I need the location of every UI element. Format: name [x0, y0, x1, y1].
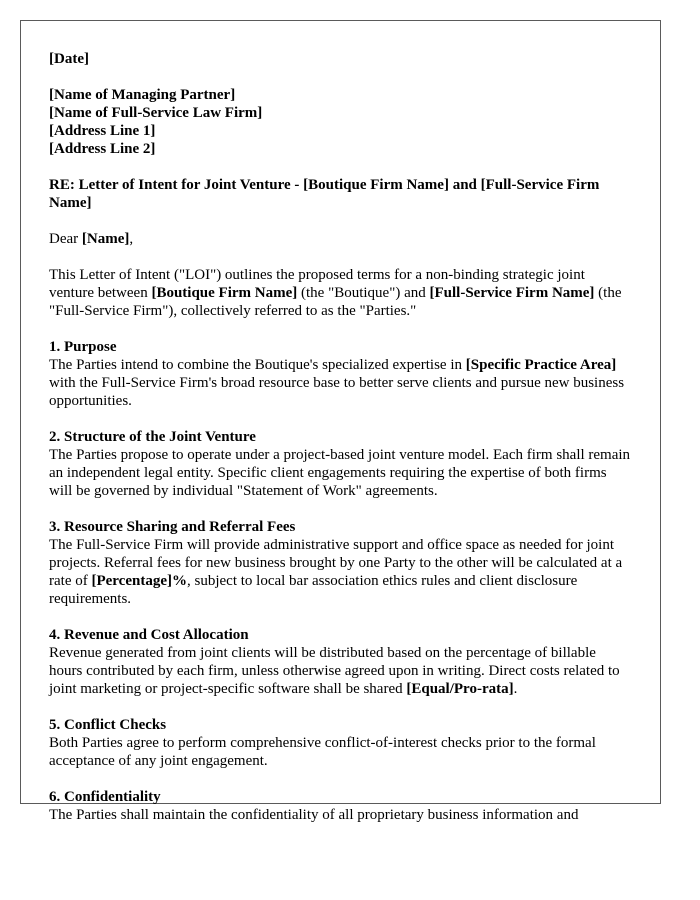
section-title: 6. Confidentiality [49, 789, 161, 805]
section-title: 3. Resource Sharing and Referral Fees [49, 519, 296, 535]
subject-line: RE: Letter of Intent for Joint Venture - [Boutique Firm Name] and [Full-Service Firm Name] [49, 177, 600, 211]
letter-date: [Date] [49, 51, 89, 67]
section-text: The Parties intend to combine the Boutique's specialized expertise in [49, 357, 466, 373]
intro-text-1: This Letter of Intent ("LOI") outlines the proposed terms for a non-binding strategic joint venture between [49, 267, 585, 301]
section-title: 2. Structure of the Joint Venture [49, 429, 256, 445]
recipient-address-line-1: [Address Line 1] [49, 123, 156, 139]
section-text: Both Parties agree to perform comprehensive conflict-of-interest checks prior to the formal acceptance of any joint engagement. [49, 735, 596, 769]
section-text: Revenue generated from joint clients will be distributed based on the percentage of billable hours contributed by each firm, unless otherwise agreed upon in writing. Direct costs related to joint marketing or project-specific software shall be shared [49, 645, 620, 697]
allocation-placeholder: [Equal/Pro-rata] [406, 681, 514, 697]
section-text: The Full-Service Firm will provide administrative support and office space as needed for joint projects. Referral fees for new business brought by one Party to the other will be calculated at a rate of [49, 537, 623, 589]
letter-page [20, 20, 661, 823]
section-title: 4. Revenue and Cost Allocation [49, 627, 249, 643]
intro-text-3: (the "Full-Service Firm"), collectively referred to as the "Parties." [49, 285, 622, 319]
salutation-prefix: Dear [49, 231, 82, 247]
section-title: 1. Purpose [49, 339, 117, 355]
recipient-block [49, 86, 632, 158]
section-confidentiality [49, 788, 632, 824]
practice-area-placeholder: [Specific Practice Area] [465, 357, 617, 373]
section-revenue-allocation [49, 626, 632, 698]
section-text: The Parties propose to operate under a project-based joint venture model. Each firm shall remain an independent legal entity. Specific client engagements requiring the expertise of both firms will be governed by individual "Statement of Work" agreements. [49, 447, 631, 499]
section-text: The Parties shall maintain the confidentiality of all proprietary business information and [49, 807, 579, 823]
section-text: . [513, 681, 518, 697]
section-conflict-checks [49, 716, 632, 770]
recipient-address-line-2: [Address Line 2] [49, 141, 156, 157]
intro-text-2: (the "Boutique") and [297, 285, 430, 301]
section-purpose [49, 338, 632, 410]
intro-paragraph [49, 266, 632, 320]
intro-full-service-firm: [Full-Service Firm Name] [429, 285, 595, 301]
section-text: , subject to local bar association ethics rules and client disclosure requirements. [49, 573, 578, 607]
salutation-suffix: , [129, 231, 134, 247]
salutation-name: [Name] [81, 231, 130, 247]
recipient-name: [Name of Managing Partner] [49, 87, 236, 103]
section-structure [49, 428, 632, 500]
recipient-firm: [Name of Full-Service Law Firm] [49, 105, 263, 121]
intro-boutique-firm: [Boutique Firm Name] [151, 285, 298, 301]
salutation [49, 230, 632, 248]
section-text: with the Full-Service Firm's broad resource base to better serve clients and pursue new business opportunities. [49, 375, 625, 409]
percentage-placeholder: [Percentage]% [91, 573, 187, 589]
section-title: 5. Conflict Checks [49, 717, 167, 733]
section-resource-sharing [49, 518, 632, 608]
